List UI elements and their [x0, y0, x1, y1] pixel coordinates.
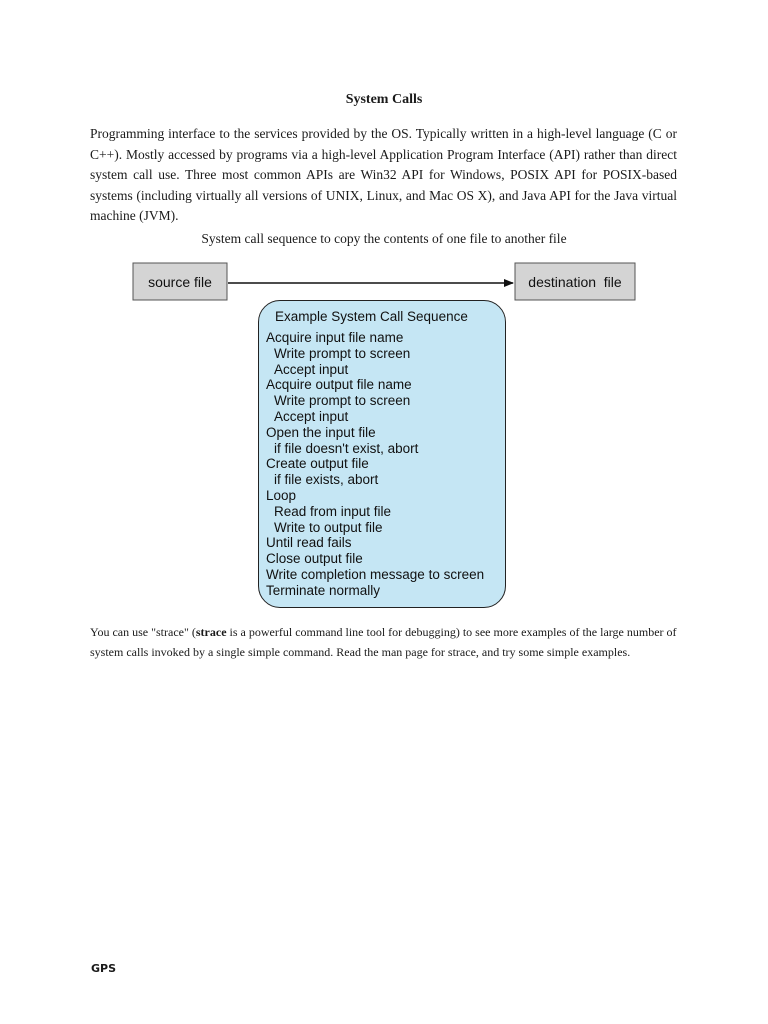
sequence-step: Acquire input file name: [266, 330, 404, 345]
system-call-sequence-box: [258, 300, 506, 608]
footer-label: GPS: [91, 962, 117, 975]
sequence-step: Write prompt to screen: [274, 345, 411, 361]
sequence-step: Acquire output file name: [266, 377, 412, 393]
sequence-step: Write prompt to screen: [274, 393, 411, 409]
sequence-step-list: [266, 330, 484, 599]
source-file-label: source file: [148, 274, 212, 290]
sequence-step: Create output file: [266, 456, 369, 472]
sequence-step: Until read fails: [266, 535, 352, 551]
sequence-step: if file exists, abort: [274, 472, 379, 488]
sequence-step: Accept input: [274, 408, 349, 424]
strace-paragraph: [90, 623, 690, 662]
sequence-step: Loop: [266, 487, 297, 503]
sequence-title: Example System Call Sequence: [275, 309, 468, 324]
sequence-step: Read from input file: [274, 503, 392, 519]
sequence-step: Accept input: [274, 361, 349, 377]
strace-text-after: is a powerful command line tool for debugging) to see more examples of the large number of system calls invoked by a single simple command. Read the man page for strace, and try some simple examples.: [90, 625, 677, 659]
document-title: System Calls: [345, 92, 423, 107]
sequence-step: Write to output file: [274, 519, 383, 535]
strace-bold-term: strace: [195, 625, 227, 639]
sequence-step: Open the input file: [266, 424, 376, 440]
sequence-step: if file doesn't exist, abort: [274, 440, 419, 456]
sequence-step: Terminate normally: [266, 582, 381, 598]
sequence-step: Write completion message to screen: [266, 566, 485, 582]
diagram-caption: System call sequence to copy the contents of one file to another file: [201, 231, 567, 246]
destination-file-label: destination file: [528, 274, 622, 290]
intro-paragraph: Programming interface to the services provided by the OS. Typically written in a high-level language (C or C++). Mostly accessed by programs via a high-level Application Program Interface (API) rather than direct system call use. Three most common APIs are Win32 API for Windows, POSIX API for POSIX-based systems (including virtually all versions of UNIX, Linux, and Mac OS X), and Java API for the Java virtual machine (JVM).: [90, 126, 677, 223]
sequence-step: Close output file: [266, 551, 363, 567]
strace-text-before: You can use "strace" (: [90, 625, 196, 639]
